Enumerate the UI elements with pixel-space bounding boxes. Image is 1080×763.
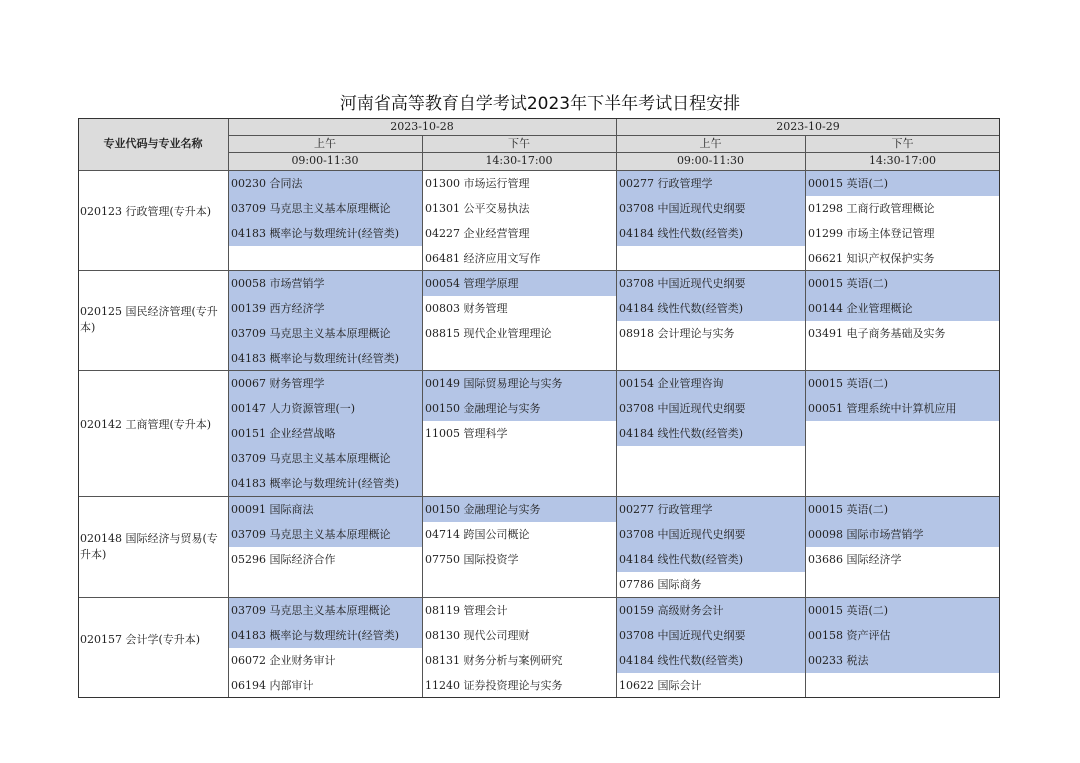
course-item: 08815 现代企业管理理论 <box>425 327 552 341</box>
date-header-1: 2023-10-28 <box>228 118 616 135</box>
course-item: 00158 资产评估 <box>806 623 1000 648</box>
course-item: 04183 概率论与数理统计(经管类) <box>229 623 422 648</box>
course-item: 00098 国际市场营销学 <box>806 522 1000 547</box>
course-item: 06072 企业财务审计 <box>231 654 336 668</box>
row-divider <box>78 270 1000 271</box>
course-item: 03708 中国近现代史纲要 <box>617 196 805 221</box>
course-item: 03708 中国近现代史纲要 <box>617 271 805 296</box>
major-name: 020123 行政管理(专升本) <box>80 205 212 218</box>
course-item: 04184 线性代数(经管类) <box>617 296 805 321</box>
course-item: 00159 高级财务会计 <box>617 598 805 623</box>
major-name: 020125 国民经济管理(专升本) <box>80 305 218 334</box>
major-name: 020142 工商管理(专升本) <box>80 418 212 431</box>
course-item: 01298 工商行政管理概论 <box>808 202 935 216</box>
course-item: 00058 市场营销学 <box>229 271 422 296</box>
session-time-3: 09:00-11:30 <box>616 152 805 170</box>
course-item: 03709 马克思主义基本原理概论 <box>229 321 422 346</box>
row-divider <box>78 597 1000 598</box>
course-item: 03491 电子商务基础及实务 <box>808 327 946 341</box>
course-item: 03709 马克思主义基本原理概论 <box>229 598 422 623</box>
course-item: 04184 线性代数(经管类) <box>617 221 805 246</box>
course-item: 04184 线性代数(经管类) <box>617 547 805 572</box>
course-item: 00144 企业管理概论 <box>806 296 1000 321</box>
course-item: 00150 金融理论与实务 <box>423 396 616 421</box>
row-divider <box>78 496 1000 497</box>
course-item: 00154 企业管理咨询 <box>617 371 805 396</box>
course-item: 00277 行政管理学 <box>617 171 805 196</box>
header-divider <box>78 170 1000 171</box>
course-item: 00015 英语(二) <box>806 371 1000 396</box>
course-item: 00150 金融理论与实务 <box>423 497 616 522</box>
course-item: 04183 概率论与数理统计(经管类) <box>229 221 422 246</box>
course-item: 08918 会计理论与实务 <box>619 327 735 341</box>
course-item: 06621 知识产权保护实务 <box>808 252 935 266</box>
course-item: 05296 国际经济合作 <box>231 553 336 567</box>
course-item: 00015 英语(二) <box>806 598 1000 623</box>
course-item: 04183 概率论与数理统计(经管类) <box>229 471 422 496</box>
course-item: 03709 马克思主义基本原理概论 <box>229 446 422 471</box>
row-divider <box>78 370 1000 371</box>
course-item: 00149 国际贸易理论与实务 <box>423 371 616 396</box>
course-item: 00233 税法 <box>806 648 1000 673</box>
course-item: 08131 财务分析与案例研究 <box>425 654 563 668</box>
major-name: 020157 会计学(专升本) <box>80 632 201 646</box>
corner-header: 专业代码与专业名称 <box>78 118 228 170</box>
column-divider <box>616 118 617 698</box>
course-item: 08130 现代公司理财 <box>425 629 530 643</box>
header-divider <box>228 135 1000 136</box>
session-time-4: 14:30-17:00 <box>805 152 1000 170</box>
column-divider <box>228 118 229 698</box>
course-item: 06481 经济应用文写作 <box>425 252 541 266</box>
course-item: 01300 市场运行管理 <box>425 177 530 190</box>
course-item: 03709 马克思主义基本原理概论 <box>229 196 422 221</box>
course-item: 11240 证券投资理论与实务 <box>425 679 563 693</box>
course-item: 11005 管理科学 <box>425 427 508 441</box>
date-header-2: 2023-10-29 <box>616 118 1000 135</box>
column-divider <box>805 135 806 698</box>
course-item: 04184 线性代数(经管类) <box>617 648 805 673</box>
course-item: 00051 管理系统中计算机应用 <box>806 396 1000 421</box>
course-item: 01299 市场主体登记管理 <box>808 227 935 241</box>
course-item: 00803 财务管理 <box>425 302 508 316</box>
course-item: 01301 公平交易执法 <box>425 202 530 216</box>
course-item: 03708 中国近现代史纲要 <box>617 396 805 421</box>
course-item: 04184 线性代数(经管类) <box>617 421 805 446</box>
course-item: 00054 管理学原理 <box>423 271 616 296</box>
course-item: 04183 概率论与数理统计(经管类) <box>229 346 422 371</box>
course-item: 00091 国际商法 <box>229 497 422 522</box>
course-item: 00230 合同法 <box>229 171 422 196</box>
session-time-1: 09:00-11:30 <box>228 152 422 170</box>
course-item: 10622 国际会计 <box>619 679 702 693</box>
course-item: 03708 中国近现代史纲要 <box>617 522 805 547</box>
course-item: 08119 管理会计 <box>425 604 508 617</box>
session-period-4: 下午 <box>805 135 1000 152</box>
session-time-2: 14:30-17:00 <box>422 152 616 170</box>
column-divider <box>422 135 423 698</box>
session-period-1: 上午 <box>228 135 422 152</box>
course-item: 00015 英语(二) <box>806 171 1000 196</box>
session-period-3: 上午 <box>616 135 805 152</box>
course-item: 03686 国际经济学 <box>808 553 902 567</box>
course-item: 00015 英语(二) <box>806 497 1000 522</box>
course-item: 07786 国际商务 <box>619 578 702 592</box>
course-item: 04714 跨国公司概论 <box>425 528 530 542</box>
course-item: 00147 人力资源管理(一) <box>229 396 422 421</box>
course-item: 03708 中国近现代史纲要 <box>617 623 805 648</box>
session-period-2: 下午 <box>422 135 616 152</box>
course-item: 00277 行政管理学 <box>617 497 805 522</box>
course-item: 00067 财务管理学 <box>229 371 422 396</box>
course-item: 00139 西方经济学 <box>229 296 422 321</box>
exam-schedule-table <box>78 118 1000 698</box>
course-item: 07750 国际投资学 <box>425 553 519 567</box>
header-divider <box>228 152 1000 153</box>
course-item: 06194 内部审计 <box>231 679 314 693</box>
course-item: 00151 企业经营战略 <box>229 421 422 446</box>
page-title: 河南省高等教育自学考试2023年下半年考试日程安排 <box>339 94 741 114</box>
course-item: 00015 英语(二) <box>806 271 1000 296</box>
major-name: 020148 国际经济与贸易(专升本) <box>80 531 218 561</box>
course-item: 03709 马克思主义基本原理概论 <box>229 522 422 547</box>
course-item: 04227 企业经营管理 <box>425 227 530 241</box>
